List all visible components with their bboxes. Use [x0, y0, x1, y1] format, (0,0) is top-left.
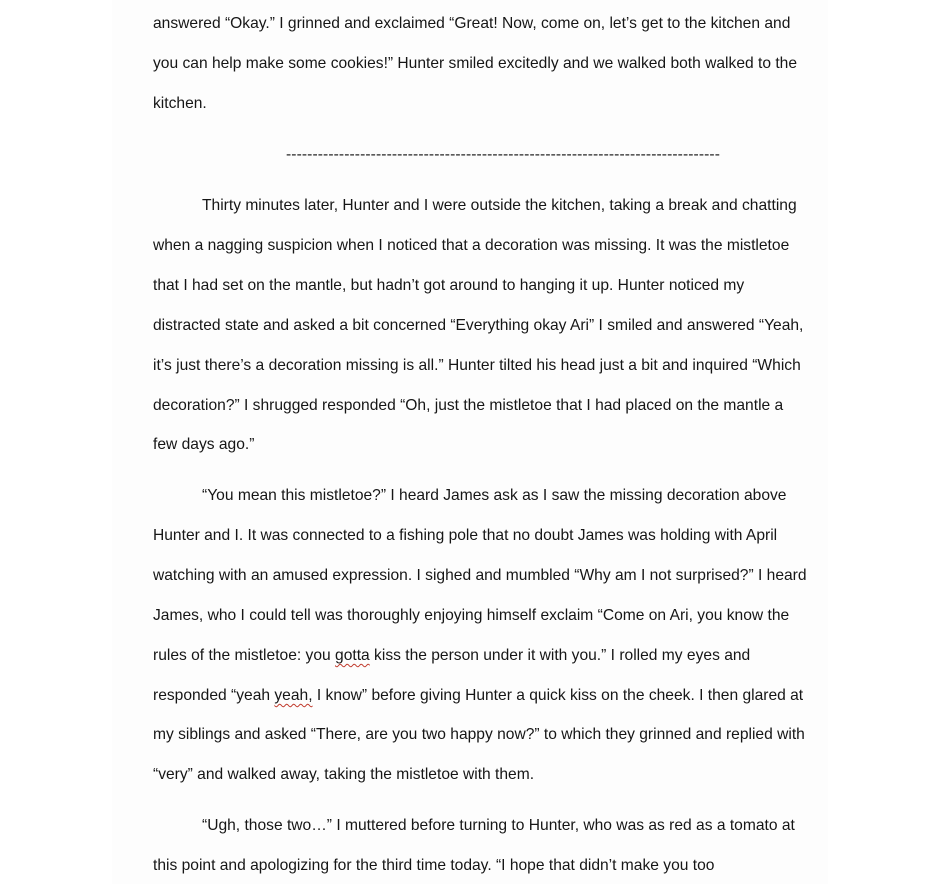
text-line: when a nagging suspicion when I noticed that a decoration was missing. It was the mistletoe [153, 237, 790, 254]
text-line: you can help make some cookies!” Hunter smiled excitedly and we walked both walked to the [153, 55, 798, 72]
text-segment: responded “yeah [153, 687, 275, 704]
text-line: few days ago.” [153, 436, 255, 453]
text-line: decoration?” I shrugged responded “Oh, just the mistletoe that I had placed on the mantle a [153, 397, 784, 414]
text-line: Hunter and I. It was connected to a fishing pole that no doubt James was holding with April [153, 527, 778, 544]
text-segment: I know” before giving Hunter a quick kiss on the cheek. I then glared at [312, 687, 804, 704]
paragraph-first-line: Thirty minutes later, Hunter and I were outside the kitchen, taking a break and chatting [202, 197, 797, 214]
scene-break-separator: ---------------------------------------------------------------------------------- [286, 146, 721, 163]
text-line: James, who I could tell was thoroughly enjoying himself exclaim “Come on Ari, you know the [153, 607, 790, 624]
text-segment: rules of the mistletoe: you [153, 647, 336, 664]
text-line: my siblings and asked “There, are you two happy now?” to which they grinned and replied with [153, 726, 805, 743]
text-line: that I had set on the mantle, but hadn’t got around to hanging it up. Hunter noticed my [153, 277, 745, 294]
text-line: watching with an amused expression. I sighed and mumbled “Why am I not surprised?” I heard [153, 567, 807, 584]
text-line: this point and apologizing for the third time today. “I hope that didn’t make you too [153, 857, 715, 874]
spelling-error-word[interactable]: yeah, [274, 687, 313, 704]
text-line: distracted state and asked a bit concerned “Everything okay Ari” I smiled and answered “Yeah, [153, 317, 804, 334]
text-line: answered “Okay.” I grinned and exclaimed “Great! Now, come on, let’s get to the kitchen and [153, 15, 791, 32]
paragraph-first-line: “Ugh, those two…” I muttered before turning to Hunter, who was as red as a tomato at [202, 817, 795, 834]
spelling-error-word[interactable]: gotta [335, 647, 370, 664]
text-line: “very” and walked away, taking the mistletoe with them. [153, 766, 535, 783]
text-line [153, 686, 803, 706]
text-line [153, 646, 750, 666]
paragraph-first-line: “You mean this mistletoe?” I heard James ask as I saw the missing decoration above [202, 487, 787, 504]
text-line: kitchen. [153, 95, 207, 112]
text-line: it’s just there’s a decoration missing is all.” Hunter tilted his head just a bit and inquired “Which [153, 357, 801, 374]
text-segment: kiss the person under it with you.” I rolled my eyes and [369, 647, 751, 664]
